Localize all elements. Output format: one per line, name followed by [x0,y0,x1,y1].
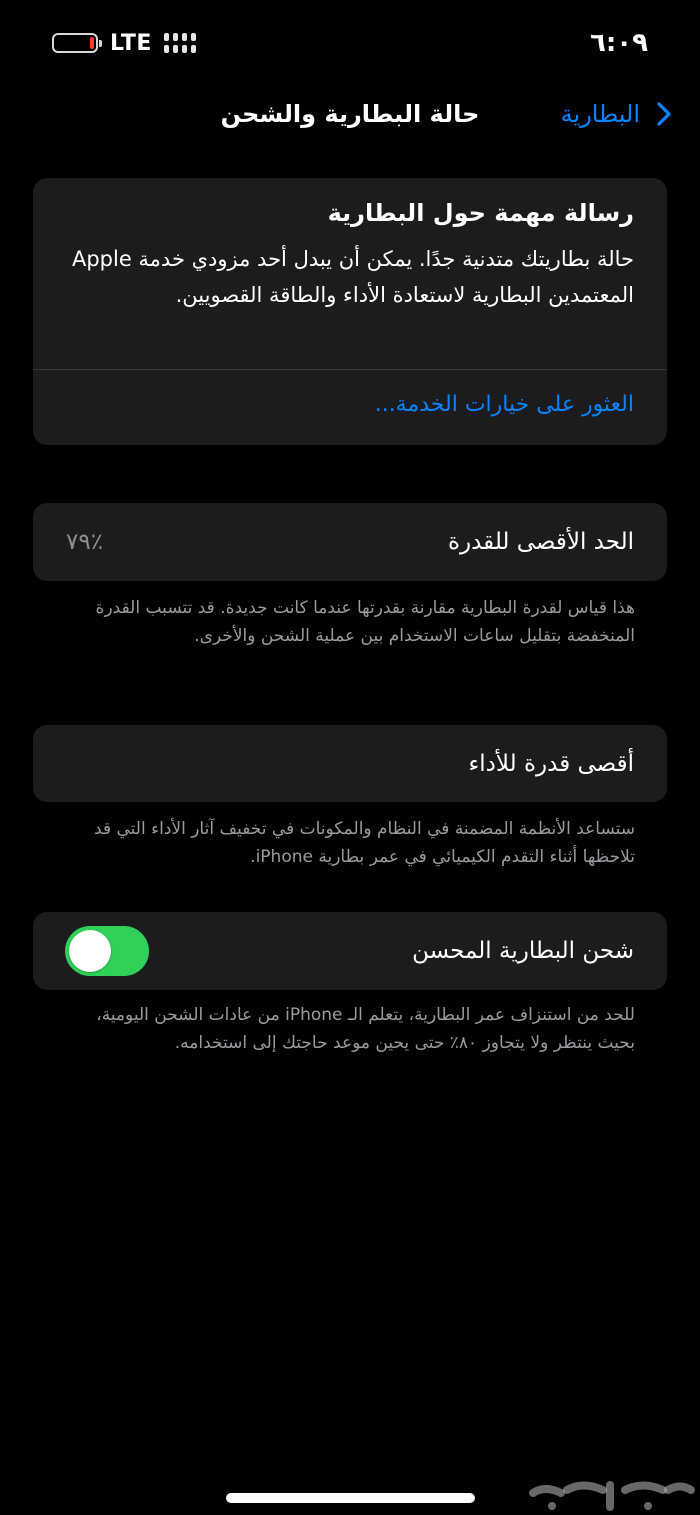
signal-bars-icon [164,33,196,53]
maximum-capacity-row [33,503,667,581]
signal-bar [191,45,196,53]
toggle-knob [69,930,111,972]
peak-performance-label: أقصى قدرة للأداء [468,750,634,777]
important-message-title: رسالة مهمة حول البطارية [327,199,634,227]
signal-bar [173,33,178,41]
battery-level [90,37,94,49]
optimized-charging-toggle[interactable] [65,926,149,976]
maximum-capacity-label: الحد الأقصى للقدرة [447,529,634,555]
status-indicators [52,26,196,60]
card-divider [33,369,667,370]
page-title: حالة البطارية والشحن [220,100,480,128]
maximum-capacity-description: هذا قياس لقدرة البطارية مقارنة بقدرتها عندما كانت جديدة. قد تتسبب القدرة المنخفضة بتقليل ساعات الاستخدام بين عملية الشحن والأخرى. [95,598,635,646]
signal-bar [164,45,169,53]
maximum-capacity-value: ٪٧٩ [66,529,104,555]
haraj-watermark-logo [515,1459,700,1515]
find-service-options-link[interactable]: العثور على خيارات الخدمة... [374,392,634,417]
optimized-charging-label: شحن البطارية المحسن [412,938,634,964]
back-label: البطارية [560,100,640,128]
status-time: ٦:٠٩ [589,28,648,58]
signal-bar [164,33,169,41]
home-indicator [226,1493,475,1503]
important-message-body: حالة بطاريتك متدنية جدًا. يمكن أن يبدل أحد مزودي خدمة Apple المعتمدين البطارية لاستعادة الأداء والطاقة القصويين. [71,247,634,307]
peak-performance-description: ستساعد الأنظمة المضمنة في النظام والمكونات في تخفيف آثار الأداء التي قد تلاحظها أثناء التقدم الكيميائي في عمر بطارية iPhone. [94,819,635,867]
optimized-charging-row [33,912,667,990]
signal-bar [191,33,196,41]
chevron-left-icon [650,100,678,128]
important-message-card [33,178,667,445]
status-bar [52,26,648,60]
signal-bar [182,33,187,41]
peak-performance-row [33,725,667,802]
battery-icon [52,33,98,53]
network-type: LTE [110,30,152,56]
optimized-charging-description: للحد من استنزاف عمر البطارية، يتعلم الـ iPhone من عادات الشحن اليومية، بحيث ينتظر ولا يتجاوز ٨٠٪ حتى يحين موعد حاجتك إلى استخدامه. [96,1005,635,1053]
signal-bar [182,45,187,53]
signal-bar [173,45,178,53]
back-button[interactable] [561,92,678,136]
navigation-bar [0,92,700,136]
